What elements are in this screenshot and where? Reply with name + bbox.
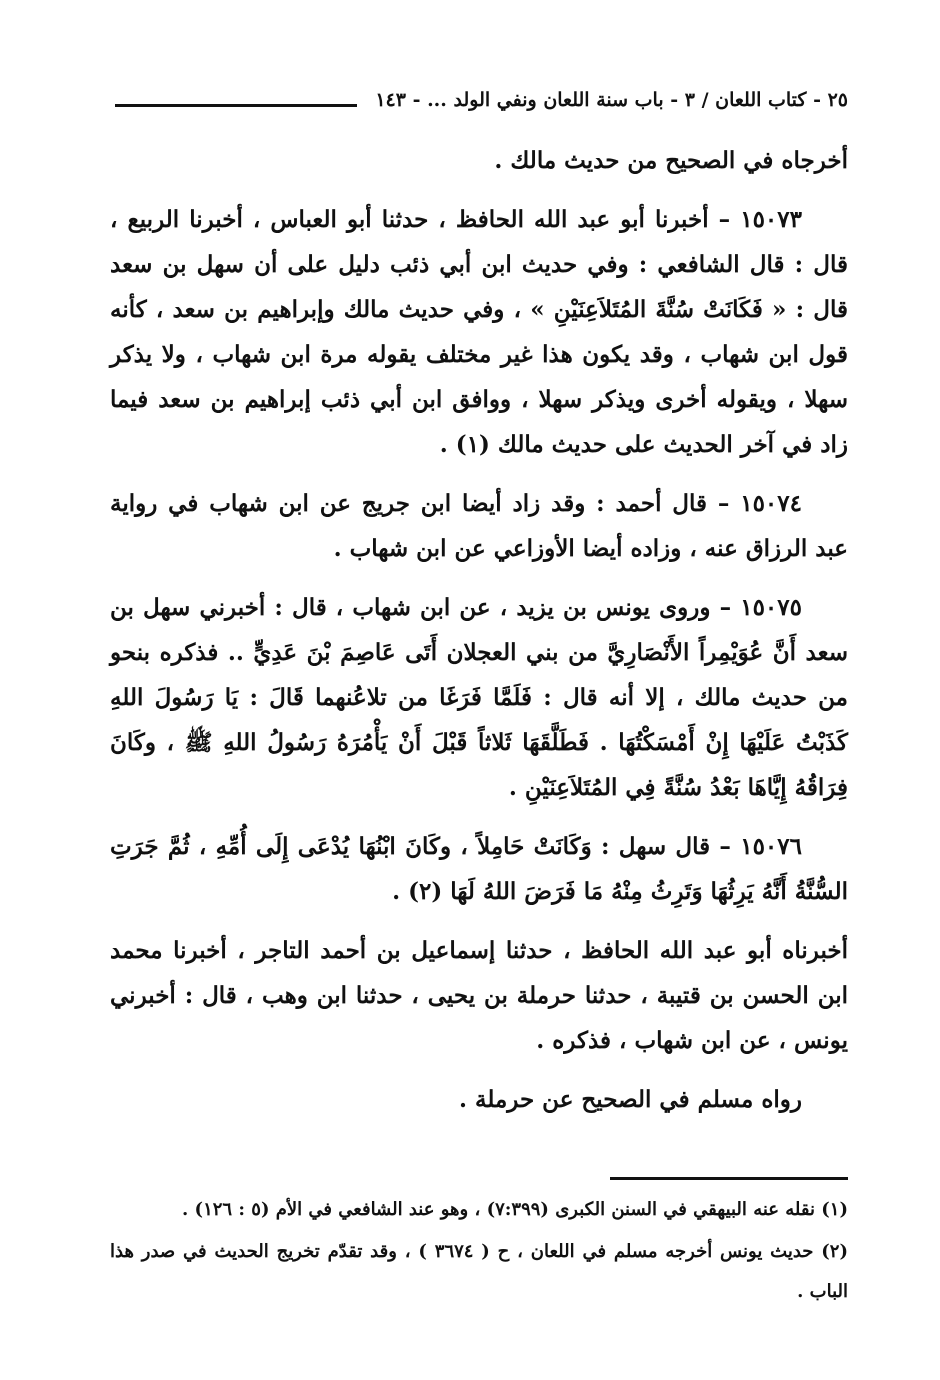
hadith-15075: ١٥٠٧٥ – وروى يونس بن يزيد ، عن ابن شهاب ، قال : أخبرني سهل بن سعد أَنَّ عُوَيْمِراً الأَنْصَارِيَّ من بني العجلان أَتَى عَاصِمَ بْنَ عَدِيٍّ .. فذكره بنحو من حديث مالك ، إلا أنه قال : فَلَمَّا فَرَغَا من تلاعُنهما قَالَ : يَا رَسُولَ اللهِ كَذَبْتُ عَلَيْهَا إِنْ أَمْسَكْتُهَا . فَطَلَّقَهَا ثَلاثاً قَبْلَ أَنْ يَأْمُرَهُ رَسُولُ اللهِ ﷺ ، وكَانَ فِرَاقُهُ إِيَّاهَا بَعْدُ سُنَّةً فِي المُتَلاَعِنَيْنِ . [110, 594, 848, 801]
running-head: ٢٥ - كتاب اللعان / ٣ - باب سنة اللعان ونفي الولد ... - ١٤٣ [375, 89, 848, 111]
main-text [110, 138, 848, 1136]
footnote-1: (١) نقله عنه البيهقي في السنن الكبرى (٧:٣٩٩) ، وهو عند الشافعي في الأم (٥ : ١٢٦) . [182, 1199, 848, 1220]
paragraph: أخرجاه في الصحيح من حديث مالك . [494, 147, 848, 174]
hadith-15076: ١٥٠٧٦ – قال سهل : وَكَانَتْ حَامِلاً ، وكَانَ ابْنُهَا يُدْعَى إِلَى أُمِّهِ ، ثُمَّ جَرَتِ السُّنَّةُ أَنَّهُ يَرِثُهَا وَتَرِثُ مِنْهُ مَا فَرَضَ اللهُ لَهَا (٢) . [110, 833, 848, 905]
footnote-separator [610, 1177, 848, 1180]
page-header [115, 84, 848, 116]
hadith-15074: ١٥٠٧٤ – قال أحمد : وقد زاد أيضا ابن جريج عن ابن شهاب في رواية عبد الرزاق عنه ، وزاده أيضا الأوزاعي عن ابن شهاب . [110, 490, 848, 562]
paragraph: أخبرناه أبو عبد الله الحافظ ، حدثنا إسماعيل بن أحمد التاجر ، أخبرنا محمد ابن الحسن بن قتيبة ، حدثنا حرملة بن يحيى ، حدثنا ابن وهب ، قال : أخبرني يونس ، عن ابن شهاب ، فذكره . [110, 937, 848, 1054]
paragraph: رواه مسلم في الصحيح عن حرملة . [458, 1086, 802, 1113]
header-rule [115, 104, 357, 107]
footnotes [110, 1190, 848, 1314]
hadith-15073: ١٥٠٧٣ – أخبرنا أبو عبد الله الحافظ ، حدثنا أبو العباس ، أخبرنا الربيع ، قال : قال الشافعي : وفي حديث ابن أبي ذئب دليل على أن سهل بن سعد قال : « فَكَانَتْ سُنَّةَ المُتَلاَعِنَيْنِ » ، وفي حديث مالك وإبراهيم بن سعد ، كأنه قول ابن شهاب ، وقد يكون هذا غير مختلف يقوله مرة ابن شهاب ، ولا يذكر سهلا ، ويقوله أخرى ويذكر سهلا ، ووافق ابن أبي ذئب إبراهيم بن سعد فيما زاد في آخر الحديث على حديث مالك (١) . [110, 206, 848, 458]
footnote-2: (٢) حديث يونس أخرجه مسلم في اللعان ، ح ( ٣٦٧٤ ) ، وقد تقدّم تخريج الحديث في صدر هذا الباب . [110, 1241, 848, 1302]
